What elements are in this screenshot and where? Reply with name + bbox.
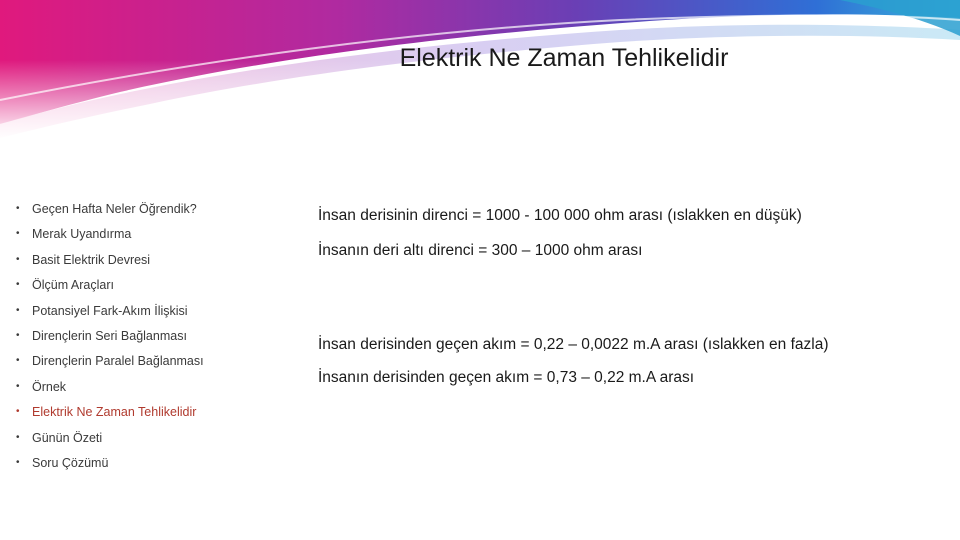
bullet-icon: •	[16, 253, 20, 265]
content-subskin-resistance: İnsanın deri altı direnci = 300 – 1000 ohm arası	[318, 242, 643, 259]
agenda-list	[16, 198, 204, 477]
agenda-item-label: Dirençlerin Seri Bağlanması	[32, 328, 187, 343]
bullet-icon: •	[16, 279, 20, 291]
content-skin-resistance: İnsan derisinin direnci = 1000 - 100 000 ohm arası (ıslakken en düşük)	[318, 207, 802, 224]
content-skin-current-range: İnsanın derisinden geçen akım = 0,73 – 0,22 m.A arası	[318, 369, 695, 386]
bullet-icon: •	[16, 406, 20, 418]
agenda-item[interactable]	[16, 300, 204, 325]
agenda-item-label: Elektrik Ne Zaman Tehlikelidir	[32, 405, 197, 420]
agenda-item[interactable]	[16, 198, 204, 223]
agenda-item-label: Ölçüm Araçları	[32, 278, 114, 293]
agenda-item-label: Örnek	[32, 379, 67, 394]
bullet-icon: •	[16, 380, 20, 392]
agenda-item-label: Basit Elektrik Devresi	[32, 252, 151, 267]
agenda-item-label: Potansiyel Fark-Akım İlişkisi	[32, 303, 188, 318]
agenda-item[interactable]	[16, 274, 204, 299]
bullet-icon: •	[16, 304, 20, 316]
agenda-item[interactable]	[16, 325, 204, 350]
agenda-item[interactable]	[16, 249, 204, 274]
agenda-item-label: Geçen Hafta Neler Öğrendik?	[32, 202, 197, 216]
bullet-icon: •	[16, 329, 20, 341]
agenda-item[interactable]	[16, 427, 204, 452]
bullet-icon: •	[16, 228, 20, 240]
agenda-item[interactable]	[16, 350, 204, 375]
bullet-icon: •	[16, 456, 20, 468]
agenda-item-label: Soru Çözümü	[32, 455, 109, 470]
content-skin-current: İnsan derisinden geçen akım = 0,22 – 0,0022 m.A arası (ıslakken en fazla)	[318, 336, 829, 353]
agenda-item-label: Merak Uyandırma	[32, 227, 132, 242]
bullet-icon: •	[16, 355, 20, 367]
agenda-item-label: Dirençlerin Paralel Bağlanması	[32, 354, 204, 369]
agenda-item-active[interactable]	[16, 401, 204, 426]
agenda-item-label: Günün Özeti	[32, 430, 103, 445]
slide-title: Elektrik Ne Zaman Tehlikelidir	[399, 44, 729, 72]
agenda-item[interactable]	[16, 452, 204, 477]
bullet-icon: •	[16, 203, 20, 214]
agenda-item[interactable]	[16, 223, 204, 248]
bullet-icon: •	[16, 431, 20, 443]
agenda-item[interactable]	[16, 376, 204, 401]
